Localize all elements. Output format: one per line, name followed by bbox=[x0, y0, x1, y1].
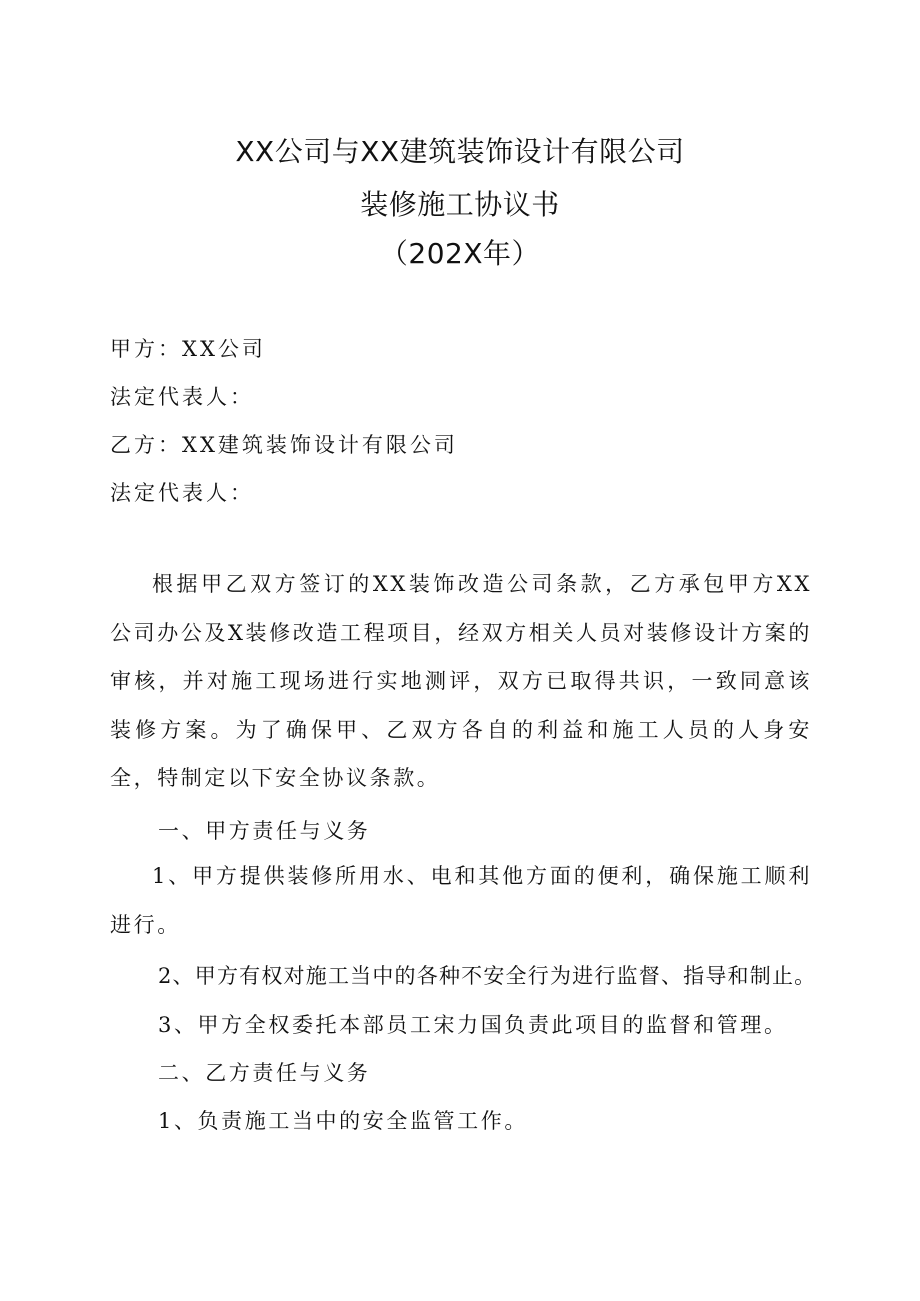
document-title-year: （202X年） bbox=[379, 237, 541, 270]
party-a: 甲方：XX公司 bbox=[110, 337, 266, 361]
document-title-line1: XX公司与XX建筑装饰设计有限公司 bbox=[235, 135, 685, 168]
intro-paragraph: 根据甲乙双方签订的XX装饰改造公司条款，乙方承包甲方XX公司办公及X装修改造工程项目，经双方相关人员对装修设计方案的审核，并对施工现场进行实地测评，双方已取得共识，一致同意该装修方案。为了确保甲、乙双方各自的利益和施工人员的人身安全，特制定以下安全协议条款。 bbox=[110, 572, 812, 790]
document-title-line2: 装修施工协议书 bbox=[360, 188, 560, 221]
section-heading-party-b: 二、乙方责任与义务 bbox=[158, 1061, 371, 1085]
party-a-item-3: 3、甲方全权委托本部员工宋力国负责此项目的监督和管理。 bbox=[158, 1013, 788, 1037]
party-a-item-1: 1、甲方提供装修所用水、电和其他方面的便利，确保施工顺利进行。 bbox=[110, 864, 812, 937]
party-a-item-2: 2、甲方有权对施工当中的各种不安全行为进行监督、指导和制止。 bbox=[158, 964, 817, 988]
party-b-item-1: 1、负责施工当中的安全监管工作。 bbox=[158, 1109, 528, 1133]
party-b: 乙方：XX建筑装饰设计有限公司 bbox=[110, 433, 458, 457]
section-heading-party-a: 一、甲方责任与义务 bbox=[158, 819, 371, 843]
party-b-representative: 法定代表人： bbox=[110, 481, 254, 505]
party-a-representative: 法定代表人： bbox=[110, 385, 254, 409]
